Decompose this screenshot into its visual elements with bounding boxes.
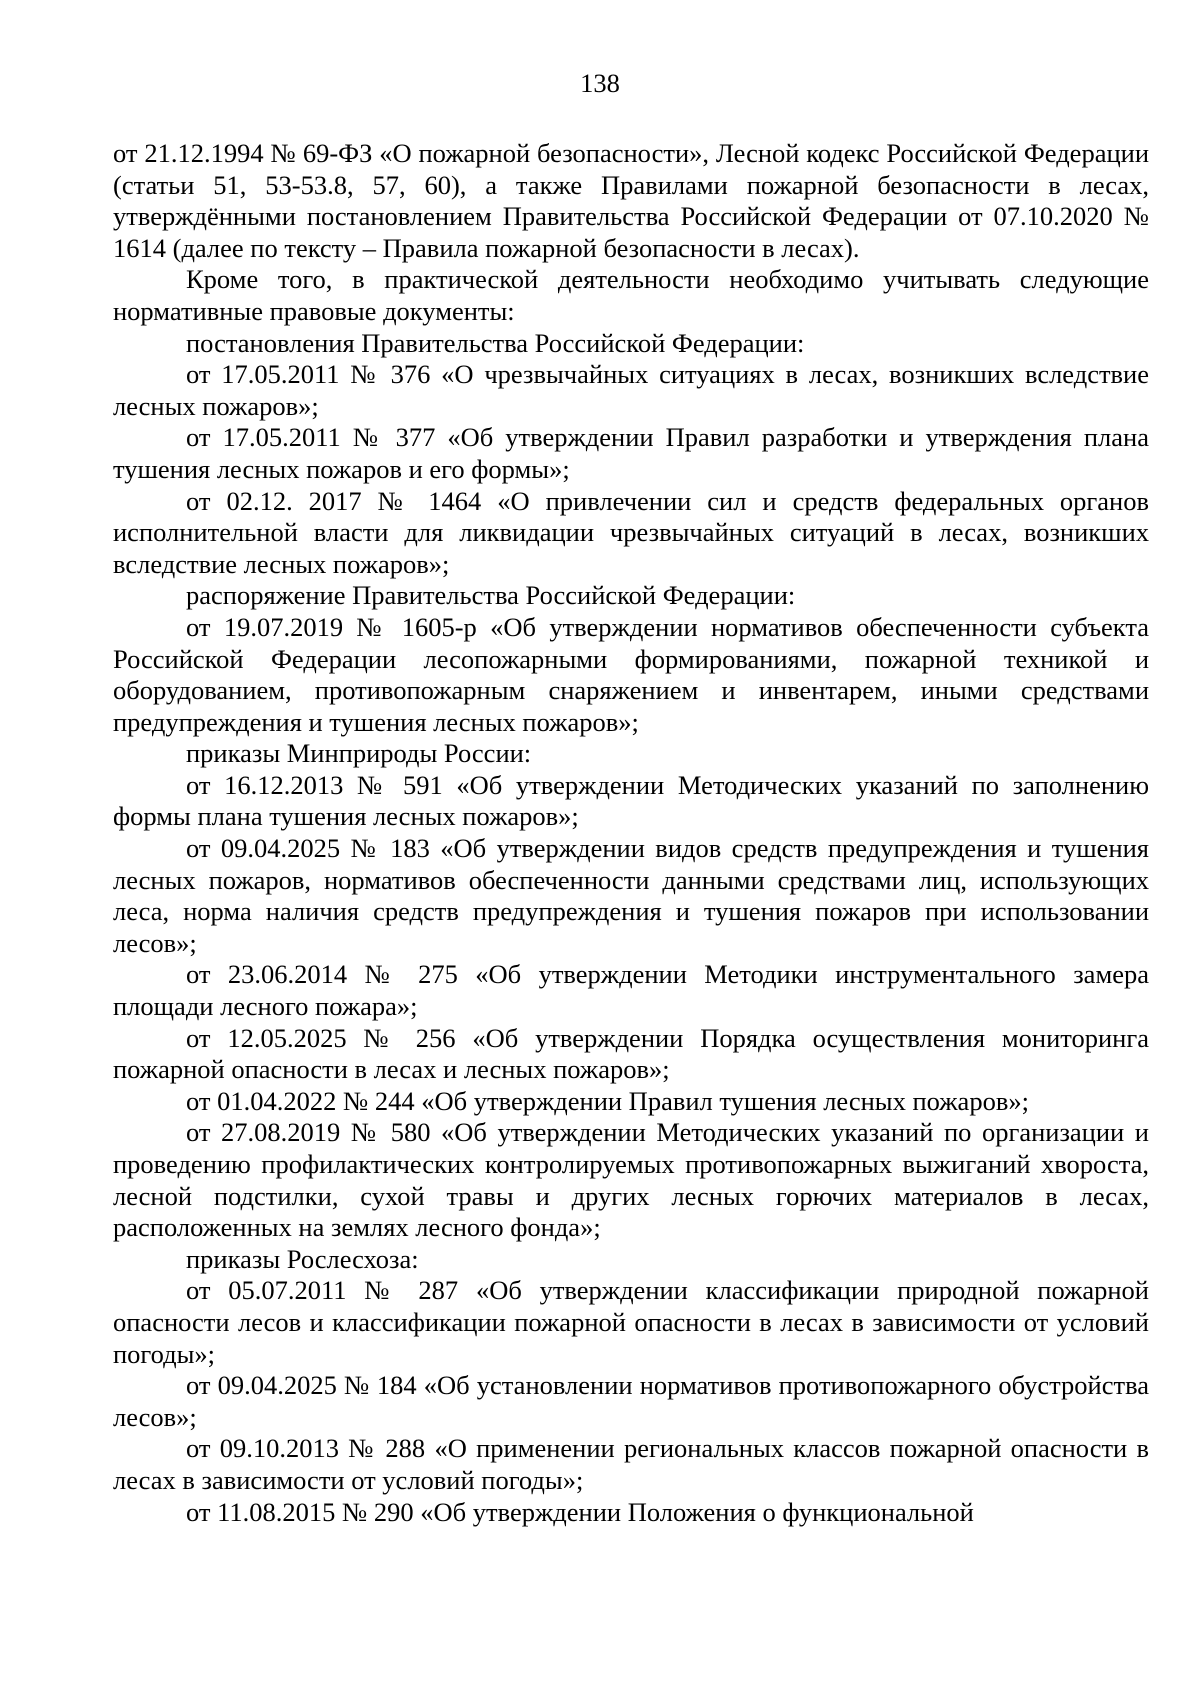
- list-item: от 02.12. 2017 № 1464 «О привлечении сил и средств федеральных органов исполнительной власти для ликвидации чрезвычайных ситуаций в лесах, возникших вследствие лесных пожаров»;: [113, 485, 1149, 579]
- list-item: от 12.05.2025 № 256 «Об утверждении Порядка осуществления мониторинга пожарной опасности в лесах и лесных пожаров»;: [113, 1022, 1149, 1085]
- list-item: от 05.07.2011 № 287 «Об утверждении классификации природной пожарной опасности лесов и классификации пожарной опасности в лесах в зависимости от условий погоды»;: [113, 1275, 1149, 1369]
- list-item: от 17.05.2011 № 376 «О чрезвычайных ситуациях в лесах, возникших вследствие лесных пожаров»;: [113, 359, 1149, 421]
- list-item: от 19.07.2019 № 1605-р «Об утверждении нормативов обеспеченности субъекта Российской Федерации лесопожарными формированиями, пожарной техникой и оборудованием, противопожарным снаряжением и инвентарем, иными средствами предупреждения и тушения лесных пожаров»;: [113, 611, 1149, 737]
- list-item: от 16.12.2013 № 591 «Об утверждении Методических указаний по заполнению формы плана тушения лесных пожаров»;: [113, 769, 1149, 832]
- document-body: [113, 138, 1149, 1528]
- list-item: от 11.08.2015 № 290 «Об утверждении Положения о функциональной: [186, 1496, 974, 1527]
- section-heading: постановления Правительства Российской Федерации:: [186, 327, 805, 358]
- section-heading: приказы Рослесхоза:: [186, 1243, 419, 1274]
- list-item: от 27.08.2019 № 580 «Об утверждении Методических указаний по организации и проведению профилактических контролируемых противопожарных выжиганий хвороста, лесной подстилки, сухой травы и других лесных горючих материалов в лесах, расположенных на землях лесного фонда»;: [113, 1117, 1149, 1243]
- list-item: от 09.04.2025 № 183 «Об утверждении видов средств предупреждения и тушения лесных пожаров, нормативов обеспеченности данными средствами лиц, использующих леса, норма наличия средств предупреждения и тушения пожаров при использовании лесов»;: [113, 833, 1149, 958]
- list-item: от 09.04.2025 № 184 «Об установлении нормативов противопожарного обустройства лесов»;: [113, 1370, 1149, 1432]
- list-item: от 09.10.2013 № 288 «О применении региональных классов пожарной опасности в лесах в зависимости от условий погоды»;: [113, 1433, 1149, 1495]
- paragraph: Кроме того, в практической деятельности необходимо учитывать следующие нормативные правовые документы:: [113, 264, 1149, 326]
- paragraph: от 21.12.1994 № 69-ФЗ «О пожарной безопасности», Лесной кодекс Российской Федерации (статьи 51, 53-53.8, 57, 60), а также Правилами пожарной безопасности в лесах, утверждёнными постановлением Правительства Российской Федерации от 07.10.2020 № 1614 (далее по тексту – Правила пожарной безопасности в лесах).: [113, 138, 1149, 263]
- page-number: 138: [580, 68, 620, 98]
- list-item: от 01.04.2022 № 244 «Об утверждении Правил тушения лесных пожаров»;: [186, 1085, 1029, 1116]
- section-heading: приказы Минприроды России:: [186, 738, 532, 769]
- list-item: от 23.06.2014 № 275 «Об утверждении Методики инструментального замера площади лесного пожара»;: [113, 959, 1149, 1022]
- list-item: от 17.05.2011 № 377 «Об утверждении Правил разработки и утверждения плана тушения лесных пожаров и его формы»;: [113, 422, 1149, 484]
- section-heading: распоряжение Правительства Российской Федерации:: [186, 580, 796, 611]
